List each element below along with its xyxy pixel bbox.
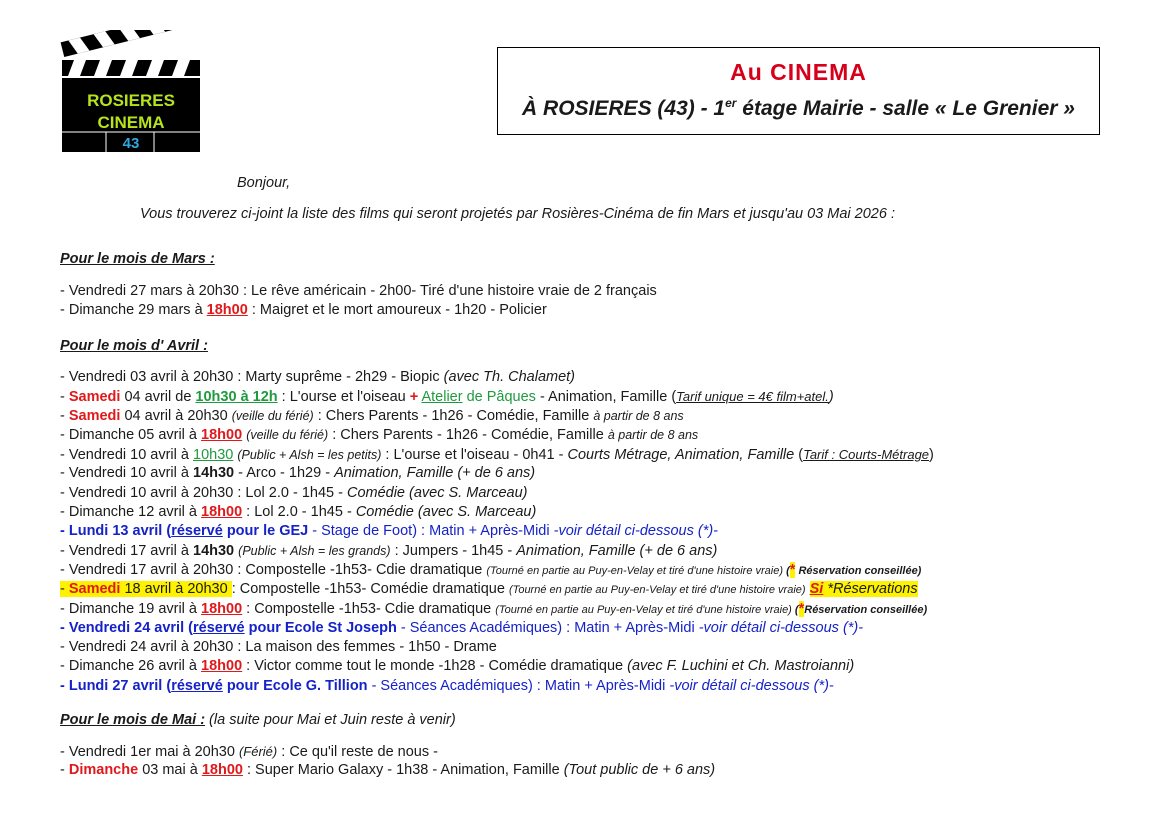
page-subtitle: À ROSIERES (43) - 1er étage Mairie - salle « Le Grenier » bbox=[522, 96, 1075, 120]
rosieres-cinema-logo bbox=[60, 30, 202, 152]
list-avril bbox=[60, 368, 934, 696]
logo-line2: CINEMA bbox=[97, 113, 165, 132]
list-item: - Vendredi 27 mars à 20h30 : Le rêve américain - 2h00- Tiré d'une histoire vraie de 2 français bbox=[60, 283, 657, 299]
list-item: - Lundi 13 avril (réservé pour le GEJ - Stage de Foot) : Matin + Après-Midi -voir détail ci-dessous (*)- bbox=[60, 523, 719, 540]
list-item: - Dimanche 03 mai à 18h00 : Super Mario Galaxy - 1h38 - Animation, Famille (Tout public de + 6 ans) bbox=[60, 762, 716, 779]
list-item: - Vendredi 03 avril à 20h30 : Marty suprême - 2h29 - Biopic (avec Th. Chalamet) bbox=[60, 369, 576, 385]
list-item: - Lundi 27 avril (réservé pour Ecole G. Tillion - Séances Académiques) : Matin + Après-Midi -voir détail ci-dessous (*)- bbox=[60, 677, 834, 694]
list-item: - Vendredi 24 avril à 20h30 : La maison des femmes - 1h50 - Drame bbox=[60, 639, 497, 656]
logo-line1: ROSIERES bbox=[87, 91, 175, 110]
list-item: - Vendredi 10 avril à 20h30 : Lol 2.0 - 1h45 - Comédie (avec S. Marceau) bbox=[60, 484, 528, 501]
list-item: - Dimanche 05 avril à 18h00 (veille du férié) : Chers Parents - 1h26 - Comédie, Famille à partir de 8 ans bbox=[60, 426, 699, 443]
list-item: - Dimanche 26 avril à 18h00 : Victor comme tout le monde -1h28 - Comédie dramatique (avec F. Luchini et Ch. Mastroianni) bbox=[60, 658, 855, 675]
page-title: Au CINEMA bbox=[730, 59, 867, 85]
list-item: - Vendredi 10 avril à 10h30 (Public + Alsh = les petits) : L'ourse et l'oiseau - 0h41 - Courts Métrage, Animation, Famille (Tarif : Courts-Métrage) bbox=[60, 447, 934, 464]
list-item: - Dimanche 29 mars à 18h00 : Maigret et le mort amoureux - 1h20 - Policier bbox=[60, 302, 547, 319]
list-item: - Samedi 18 avril à 20h30 : Compostelle -1h53- Comédie dramatique (Tourné en partie au Puy-en-Velay et tiré d'une histoire vraie) Si *Réservations bbox=[60, 581, 918, 598]
list-item: - Vendredi 10 avril à 14h30 - Arco - 1h29 - Animation, Famille (+ de 6 ans) bbox=[60, 465, 536, 482]
heading-mai-row: Pour le mois de Mai : (la suite pour Mai et Juin reste à venir) bbox=[60, 712, 456, 728]
intro-text: Vous trouverez ci-joint la liste des films qui seront projetés par Rosières-Cinéma de fin Mars et jusqu'au 03 Mai 2026 : bbox=[140, 206, 895, 222]
list-item: - Vendredi 17 avril à 14h30 (Public + Alsh = les grands) : Jumpers - 1h45 - Animation, Famille (+ de 6 ans) bbox=[60, 542, 718, 559]
heading-mars: Pour le mois de Mars : bbox=[60, 251, 215, 267]
list-mars bbox=[60, 282, 657, 321]
logo-line3: 43 bbox=[122, 135, 140, 152]
list-item: - Vendredi 17 avril à 20h30 : Compostelle -1h53- Cdie dramatique (Tourné en partie au Puy-en-Velay et tiré d'une histoire vraie) (* Réservation conseillée) bbox=[60, 561, 922, 578]
heading-avril: Pour le mois d' Avril : bbox=[60, 338, 208, 354]
list-item: - Samedi 04 avril de 10h30 à 12h : L'ourse et l'oiseau + Atelier de Pâques - Animation, Famille (Tarif unique = 4€ film+atel.) bbox=[60, 389, 834, 406]
list-mai bbox=[60, 742, 715, 781]
list-item: - Dimanche 12 avril à 18h00 : Lol 2.0 - 1h45 - Comédie (avec S. Marceau) bbox=[60, 504, 537, 521]
list-item: - Vendredi 24 avril (réservé pour Ecole St Joseph - Séances Académiques) : Matin + Après-Midi -voir détail ci-dessous (*)- bbox=[60, 619, 864, 636]
list-item: - Dimanche 19 avril à 18h00 : Compostelle -1h53- Cdie dramatique (Tourné en partie au Puy-en-Velay et tiré d'une histoire vraie) (*Réservation conseillée) bbox=[60, 600, 928, 617]
heading-mai: Pour le mois de Mai : bbox=[60, 712, 206, 728]
greeting: Bonjour, bbox=[237, 175, 291, 191]
list-item: - Samedi 04 avril à 20h30 (veille du férié) : Chers Parents - 1h26 - Comédie, Famille à partir de 8 ans bbox=[60, 407, 684, 424]
title-box bbox=[497, 47, 1100, 135]
list-item: - Vendredi 1er mai à 20h30 (Férié) : Ce qu'il reste de nous - bbox=[60, 744, 438, 760]
